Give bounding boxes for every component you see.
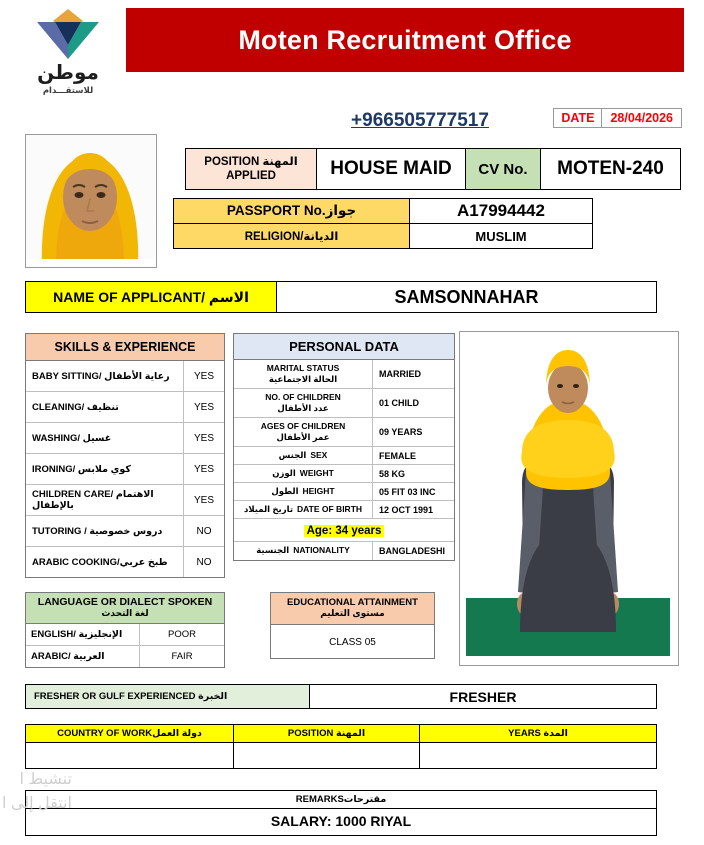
personal-data-label: الجنس SEX <box>234 447 373 464</box>
skill-label: WASHING/ غسيل <box>26 423 184 453</box>
education-table <box>270 592 435 659</box>
skill-label: BABY SITTING/ رعاية الأطفال <box>26 361 184 391</box>
skill-row <box>26 454 224 485</box>
language-rows <box>26 624 224 667</box>
moten-logo-icon <box>35 8 101 60</box>
skill-label: IRONING/ كوي ملابس <box>26 454 184 484</box>
skill-row <box>26 547 224 577</box>
date-box <box>553 108 682 128</box>
passport-row <box>174 199 592 223</box>
religion-value: MUSLIM <box>475 228 527 244</box>
personal-data-table <box>233 333 455 561</box>
remarks-table <box>25 790 657 836</box>
personal-data-value: 58 KG <box>379 468 406 479</box>
personal-data-value: 12 OCT 1991 <box>379 504 434 515</box>
personal-data-label: NO. OF CHILDREN عدد الأطفال <box>234 389 373 417</box>
skills-title: SKILLS & EXPERIENCE <box>26 334 224 361</box>
cv-number-value: MOTEN-240 <box>557 158 664 179</box>
work-cell-years <box>420 743 656 768</box>
personal-data-label: MARITAL STATUS الحالة الاجتماعية <box>234 360 373 388</box>
applicant-name-row <box>25 281 657 313</box>
education-title-en: EDUCATIONAL ATTAINMENT <box>287 597 418 608</box>
personal-data-label: تاريخ الميلاد DATE OF BIRTH <box>234 501 373 518</box>
phone-number-link[interactable]: +966505777517 <box>351 110 489 131</box>
personal-data-row <box>234 447 454 465</box>
skills-experience-table <box>25 333 225 578</box>
personal-data-title: PERSONAL DATA <box>234 334 454 360</box>
religion-row <box>174 223 592 248</box>
applicant-name-value: SAMSONNAHAR <box>394 286 539 307</box>
passport-religion-table <box>173 198 593 249</box>
nationality-value: BANGLADESHI <box>379 545 446 556</box>
passport-value: A17994442 <box>457 201 545 220</box>
personal-data-label: AGES OF CHILDREN عمر الأطفال <box>234 418 373 446</box>
work-history-table <box>25 724 657 769</box>
language-row <box>26 646 224 667</box>
company-logo <box>20 8 116 100</box>
language-value: POOR <box>168 629 196 640</box>
personal-data-row <box>234 501 454 519</box>
logo-arabic-sub: للاستقـــدام <box>42 85 94 95</box>
language-label: ENGLISH/ الإنجليزية <box>26 624 140 645</box>
watermark-line1: تنشيط ا <box>19 771 72 788</box>
applicant-fullbody-photo <box>459 331 679 666</box>
experience-value: FRESHER <box>449 688 517 705</box>
skill-label: CLEANING/ تنظيف <box>26 392 184 422</box>
age-value: Age: 34 years <box>304 525 385 537</box>
personal-data-rows <box>234 360 454 519</box>
skill-value: NO <box>196 556 212 568</box>
skill-value: YES <box>193 370 214 382</box>
skill-label: CHILDREN CARE/ الاهتمام بالإطفال <box>26 485 184 515</box>
fullbody-illustration <box>460 332 676 663</box>
skill-row <box>26 516 224 547</box>
language-value: FAIR <box>171 651 193 662</box>
logo-arabic-main: موطن <box>37 62 99 84</box>
language-row <box>26 624 224 646</box>
personal-data-value: MARRIED <box>379 369 421 380</box>
work-col-position-header: POSITION المهنة <box>234 725 420 742</box>
position-value: HOUSE MAID <box>317 149 466 189</box>
skill-row <box>26 361 224 392</box>
religion-label: RELIGION/الديانة <box>174 224 410 248</box>
age-row <box>234 519 454 542</box>
applicant-portrait-photo <box>25 134 157 268</box>
passport-label: PASSPORT No.جواز <box>174 199 410 223</box>
title-banner <box>126 8 684 72</box>
position-label <box>186 149 317 189</box>
personal-data-value: 01 CHILD <box>379 398 420 409</box>
skill-row <box>26 485 224 516</box>
skill-value: YES <box>193 401 214 413</box>
logo-mark-icon <box>35 8 101 60</box>
language-title-en: LANGUAGE OR DIALECT SPOKEN <box>37 596 213 608</box>
applicant-name-label: NAME OF APPLICANT/ الاسم <box>26 282 277 312</box>
portrait-illustration <box>26 135 154 265</box>
skills-rows <box>26 361 224 577</box>
position-applied-table <box>185 148 681 190</box>
nationality-label: الجنسية NATIONALITY <box>234 542 373 559</box>
watermark-line2: انتقل إلى ا <box>2 795 72 812</box>
work-history-empty-row <box>26 743 656 768</box>
personal-data-value: 09 YEARS <box>379 427 423 438</box>
skill-row <box>26 392 224 423</box>
personal-data-row <box>234 465 454 483</box>
remarks-title: REMARKSمقترحات <box>26 791 656 809</box>
document-header <box>0 0 704 100</box>
contact-and-date <box>330 108 682 136</box>
personal-data-row <box>234 389 454 418</box>
skill-row <box>26 423 224 454</box>
skill-label: TUTORING / دروس خصوصية <box>26 516 184 546</box>
personal-data-label: الوزن WEIGHT <box>234 465 373 482</box>
language-label: ARABIC/ العربية <box>26 646 140 667</box>
language-title-ar: لغة التحدث <box>101 608 149 618</box>
personal-data-row <box>234 418 454 447</box>
personal-data-value: 05 FIT 03 INC <box>379 486 436 497</box>
cv-number-label: CV No. <box>466 149 541 189</box>
education-value: CLASS 05 <box>329 637 376 648</box>
experience-label: FRESHER OR GULF EXPERIENCED الخبرة <box>26 685 310 708</box>
personal-data-row <box>234 360 454 389</box>
work-col-years-header: YEARS المدة <box>508 728 568 739</box>
position-label-line2: APPLIED <box>226 170 276 182</box>
date-label: DATE <box>554 109 602 127</box>
work-history-header-row <box>26 725 656 743</box>
nationality-row <box>234 542 454 559</box>
skill-value: NO <box>196 525 212 537</box>
page-title: Moten Recruitment Office <box>238 24 572 55</box>
personal-data-label: الطول HEIGHT <box>234 483 373 500</box>
skill-value: YES <box>193 494 214 506</box>
work-cell-position <box>234 743 420 768</box>
education-title-ar: مستوى التعليم <box>320 608 385 618</box>
skill-value: YES <box>193 432 214 444</box>
personal-data-value: FEMALE <box>379 450 416 461</box>
work-col-country-header: COUNTRY OF WORKدولة العمل <box>26 725 234 742</box>
language-table <box>25 592 225 668</box>
personal-data-row <box>234 483 454 501</box>
education-title <box>271 593 434 625</box>
skill-value: YES <box>193 463 214 475</box>
date-value: 28/04/2026 <box>610 111 673 125</box>
language-title <box>26 593 224 624</box>
skill-label: ARABIC COOKING/طبخ عربي <box>26 547 184 577</box>
position-label-line1: POSITION المهنة <box>204 155 298 168</box>
experience-row <box>25 684 657 709</box>
remarks-value: SALARY: 1000 RIYAL <box>270 813 412 829</box>
work-cell-country <box>26 743 234 768</box>
